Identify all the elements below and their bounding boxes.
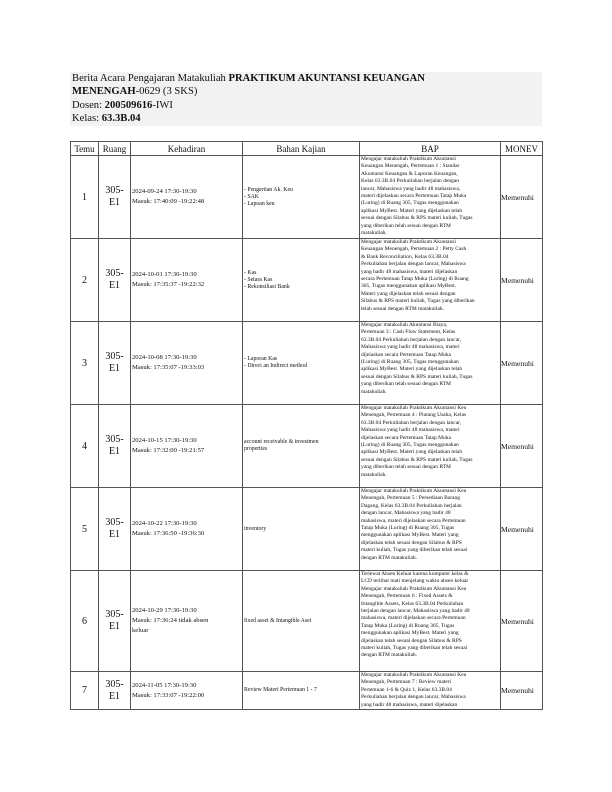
cell-kehadiran (131, 571, 243, 672)
class-line (72, 112, 542, 125)
course-code: -0629 (3 SKS) (135, 86, 198, 98)
attendance-time: Masuk: 17:36:24 tidak absen keluar (132, 617, 209, 634)
document-header (70, 72, 542, 126)
lecturer-id: 200509616 (104, 99, 153, 111)
table-row (71, 672, 543, 710)
table-header-row (71, 142, 543, 156)
title-line-2 (72, 85, 542, 98)
cell-ruang: 305- E1 (99, 571, 131, 672)
cell-bahan-kajian: - Laporan Kas - Direct an Indirect method (243, 322, 360, 405)
table-row (71, 405, 543, 488)
cell-temu: 3 (71, 322, 99, 405)
schedule-time: 2024-10-15 17:30-19:30 (132, 437, 197, 444)
cell-monev: Memenuhi (501, 405, 543, 488)
column-header-ruang: Ruang (99, 142, 131, 156)
cell-kehadiran (131, 672, 243, 710)
lecturer-code: -IWI (152, 99, 173, 111)
course-name-part-1: PRAKTIKUM AKUNTANSI KEUANGAN (228, 73, 425, 84)
column-header-bap: BAP (360, 142, 501, 156)
cell-ruang: 305- E1 (99, 405, 131, 488)
attendance-time: Masuk: 17:32:00 -19:21:57 (132, 447, 205, 454)
cell-monev: Memenuhi (501, 322, 543, 405)
cell-temu: 4 (71, 405, 99, 488)
cell-bap: Mengajar matakuliah Praktikum Akuntansi Keu Menengah, Pertemuan 7 : Review materi Pertemuan 1-6 & Quiz 1, Kelas 63.3B.04 Perkuliahan berjalan dengan lancar, Mahasiswa yang hadir 48 mahasiswa, materi dijelaskan (360, 672, 501, 710)
cell-temu: 7 (71, 672, 99, 710)
cell-kehadiran (131, 156, 243, 239)
class-label: Kelas: (72, 112, 102, 124)
attendance-time: Masuk: 17:33:07 -19:22:00 (132, 691, 205, 699)
attendance-table (70, 141, 543, 710)
cell-monev: Memenuhi (501, 156, 543, 239)
column-header-bahan-kajian: Bahan Kajian (243, 142, 360, 156)
column-header-monev: MONEV (501, 142, 543, 156)
table-row (71, 488, 543, 571)
cell-ruang: 305- E1 (99, 672, 131, 710)
title-prefix: Berita Acara Pengajaran Matakuliah (72, 73, 229, 84)
schedule-time: 2024-09-24 17:30-19:30 (132, 188, 197, 195)
cell-temu: 6 (71, 571, 99, 672)
cell-monev: Memenuhi (501, 239, 543, 322)
title-line-1 (72, 72, 542, 85)
cell-temu: 2 (71, 239, 99, 322)
cell-bahan-kajian: Review Materi Pertemuan 1 - 7 (243, 672, 360, 710)
cell-ruang: 305- E1 (99, 322, 131, 405)
class-value: 63.3B.04 (101, 112, 141, 124)
cell-bahan-kajian: inventory (243, 488, 360, 571)
cell-monev: Memenuhi (501, 571, 543, 672)
schedule-time: 2024-10-08 17:30-19:30 (132, 354, 197, 361)
cell-bahan-kajian: fixed asset & Intangible Aset (243, 571, 360, 672)
cell-bap: Mengajar matakuliah Akuntansi Biaya, Pertemuan 3 : Cash Flow Statement, Kelas 63.3B.04 Perkuliahan berjalan dengan lancar, Mahasiswa yang hadir 48 mahasiswa, materi dijelaskan secara Pertemuan Tatap Muka (Luring) di Ruang 305, Tugas menggunakan aplikasi MyBest. Materi yang dijelaskan telah sesuai dengan Silabus & RPS materi kuliah, Tugas yang diberikan telah sesuai dengan RTM matakuliah. (360, 322, 501, 405)
schedule-time: 2024-10-22 17:30-19:30 (132, 520, 197, 527)
cell-monev: Memenuhi (501, 488, 543, 571)
table-row (71, 322, 543, 405)
lecturer-line (72, 99, 542, 112)
cell-bap: Terlewat Absen Keluar karena komputer kelas & LCD terlihat mati menjelang waktu absen keluar Mengajar matakuliah Praktikum Akuntansi Keu Menengah, Pertemuan 6 : Fixed Assets & Intangible Assets, Kelas 63.3B.04 Perkuliahan berjalan dengan lancar, Mahasiswa yang hadir 48 mahasiswa, materi dijelaskan secara Pertemuan Tatap Muka (Luring) di Ruang 305, Tugas menggunakan aplikasi MyBest. Materi yang dijelaskan telah sesuai dengan Silabus & RPS materi kuliah, Tugas yang diberikan telah sesuai dengan RTM matakuliah. (360, 571, 501, 672)
schedule-time: 2024-10-01 17:30-19:30 (132, 271, 197, 278)
attendance-time: Masuk: 17:35:07 -19:33:03 (132, 364, 205, 371)
table-row (71, 239, 543, 322)
cell-kehadiran (131, 405, 243, 488)
table-row (71, 571, 543, 672)
column-header-kehadiran: Kehadiran (131, 142, 243, 156)
attendance-time: Masuk: 17:35:37 -19:22:32 (132, 281, 205, 288)
cell-bahan-kajian: - Kas - Setara Kas - Rekonsiliasi Bank (243, 239, 360, 322)
attendance-time: Masuk: 17:36:50 -19:36:30 (132, 530, 205, 537)
schedule-time: 2024-11-05 17:30-19:30 (132, 681, 197, 689)
cell-bap: Mengajar matakuliah Praktikum Akuntansi Keu Menengah, Pertemuan 4 : Piutang Usaha, Kelas 63.3B.04 Perkuliahan berjalan dengan lancar, Mahasiswa yang hadir 48 mahasiswa, materi dijelaskan secara Pertemuan Tatap Muka (Luring) di Ruang 305, Tugas menggunakan aplikasi MyBest. Materi yang dijelaskan telah sesuai dengan Silabus & RPS materi kuliah, Tugas yang diberikan telah sesuai dengan RTM matakuliah. (360, 405, 501, 488)
cell-bahan-kajian: account receivable & investmen properties (243, 405, 360, 488)
cell-ruang: 305- E1 (99, 156, 131, 239)
schedule-time: 2024-10-29 17:30-19:30 (132, 607, 197, 614)
column-header-temu: Temu (71, 142, 99, 156)
cell-ruang: 305- E1 (99, 488, 131, 571)
cell-kehadiran (131, 488, 243, 571)
attendance-time: Masuk: 17:40:09 -19:22:48 (132, 198, 205, 205)
cell-kehadiran (131, 239, 243, 322)
cell-ruang: 305- E1 (99, 239, 131, 322)
cell-bap: Mengajar matakuliah Praktikum Akuntansi Keu Menengah, Pertemuan 5 : Persediaan Barang Dagang, Kelas 63.3B.04 Perkuliahan berjalan dengan lancar, Mahasiswa yang hadir 48 mahasiswa, materi dijelaskan secara Pertemuan Tatap Muka (Luring) di Ruang 305, Tugas menggunakan aplikasi MyBest. Materi yang dijelaskan telah sesuai dengan Silabus & RPS materi kuliah, Tugas yang diberikan telah sesuai dengan RTM matakuliah. (360, 488, 501, 571)
course-name-part-2: MENENGAH (72, 86, 136, 98)
cell-kehadiran (131, 322, 243, 405)
cell-monev: Memenuhi (501, 672, 543, 710)
cell-temu: 1 (71, 156, 99, 239)
lecturer-label: Dosen: (72, 99, 105, 111)
cell-bap: Mengajar matakuliah Praktikum Akuntansi Keuangan Menengah, Pertemuan 2 : Petty Cash & Bank Reconciliation, Kelas 63.3B.04 Perkuliahan berjalan dengan lancar, Mahasiswa yang hadir 48 mahasiswa, materi dijelaskan secara Pertemuan Tatap Muka (Luring) di Ruang 305, Tugas menggunakan aplikasi MyBest. Materi yang dijelaskan telah sesuai dengan Silabus & RPS materi kuliah, Tugas yang diberikan telah sesuai dengan RTM matakuliah. (360, 239, 501, 322)
cell-temu: 5 (71, 488, 99, 571)
table-row (71, 156, 543, 239)
cell-bahan-kajian: - Pengertian Ak. Keu - SAK - Lapoan keu (243, 156, 360, 239)
cell-bap: Mengajar matakuliah Praktikum Akuntansi Keuangan Menengah, Pertemuan 1 : Standar Akuntansi Keuangan & Laporan Keuangan, Kelas 63.3B.04 Perkuliahan berjalan dengan lancar, Mahasiswa yang hadir 48 mahasiswa, materi dijelaskan secara Pertemuan Tatap Muka (Luring) di Ruang 305, Tugas menggunakan aplikasi MyBest. Materi yang dijelaskan telah sesuai dengan Silabus & RPS materi kuliah, Tugas yang diberikan telah sesuai dengan RTM matakuliah. (360, 156, 501, 239)
